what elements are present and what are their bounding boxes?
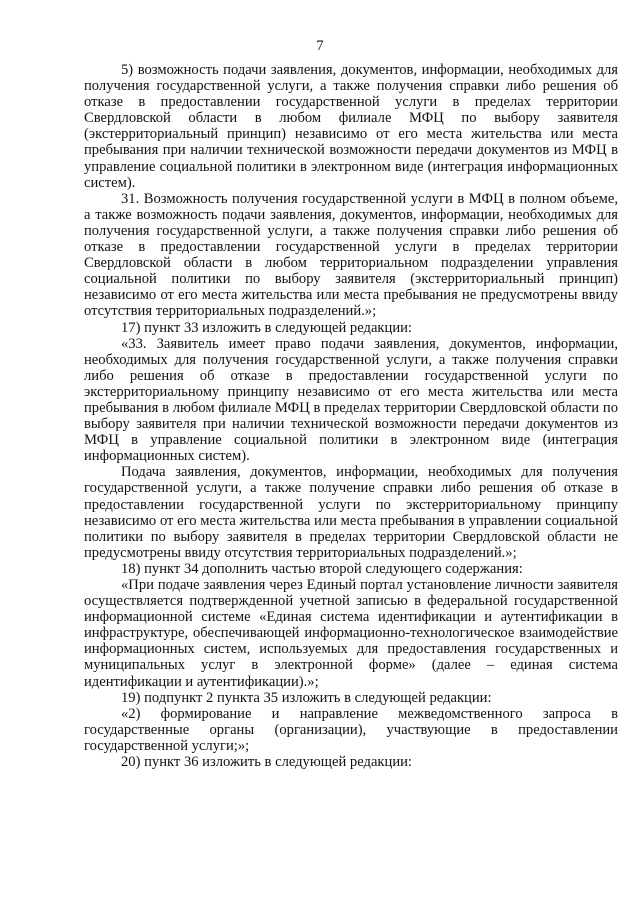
paragraph-item-35-subitem-2: «2) формирование и направление межведомственного запроса в государственные органы (организации), участвующие в предоставлении государственной услуги;»; — [84, 705, 618, 754]
paragraph-amendment-17: 17) пункт 33 изложить в следующей редакции: — [121, 319, 412, 336]
page-number: 7 — [316, 38, 324, 54]
paragraph-item-33-part-1: «33. Заявитель имеет право подачи заявления, документов, информации, необходимых для получения государственной услуги, а также получения справки либо решения об отказе в предоставлении государственной услуги по экстерриториальному принципу независимо от его места жительства или места пребывания в любом филиале МФЦ в пределах территории Свердловской области по выбору заявителя при наличии технической возможности передачи документов из МФЦ в управление социальной политики в электронном виде (интеграция информационных систем). — [84, 335, 618, 465]
paragraph-item-31: 31. Возможность получения государственной услуги в МФЦ в полном объеме, а также возможность подачи заявления, документов, информации, необходимых для получения государственной услуги, а также получения справки либо решения об отказе в предоставлении государственной услуги в пределах территории Свердловской области в любом территориальном подразделении управления социальной политики по выбору заявителя (экстерриториальный принцип) независимо от его места жительства или места пребывания не предусмотрены ввиду отсутствия территориальных подразделений.»; — [84, 190, 618, 320]
paragraph-item-33-part-2: Подача заявления, документов, информации, необходимых для получения государственной услуги, а также получение справки либо решения об отказе в предоставлении государственной услуги по экстерриториальному принципу независимо от его места жительства или места пребывания в управлении социальной политики по выбору заявителя в пределах территории Свердловской области не предусмотрены ввиду отсутствия территориальных подразделений.»; — [84, 464, 618, 561]
paragraph-amendment-20: 20) пункт 36 изложить в следующей редакции: — [121, 754, 412, 771]
paragraph-item-34-addition: «При подаче заявления через Единый портал установление личности заявителя осуществляется подтвержденной учетной записью в федеральной государственной информационной системе «Единая система идентификации и аутентификации в инфраструктуре, обеспечивающей информационно-технологическое взаимодействие информационных систем, используемых для предоставления государственных и муниципальных услуг в электронной форме» (далее – единая система идентификации и аутентификации).»; — [84, 577, 618, 690]
paragraph-subitem-5: 5) возможность подачи заявления, документов, информации, необходимых для получения государственной услуги, а также получения справки либо решения об отказе в предоставлении государственной услуги в пределах территории Свердловской области в любом филиале МФЦ по выбору заявителя (экстерриториальный принцип) независимо от его места жительства или места пребывания при наличии технической возможности передачи документов из МФЦ в управление социальной политики в электронном виде (интеграция информационных систем). — [84, 62, 618, 191]
document-body — [84, 62, 618, 770]
paragraph-amendment-19: 19) подпункт 2 пункта 35 изложить в следующей редакции: — [121, 689, 492, 706]
paragraph-amendment-18: 18) пункт 34 дополнить частью второй следующего содержания: — [121, 560, 523, 577]
